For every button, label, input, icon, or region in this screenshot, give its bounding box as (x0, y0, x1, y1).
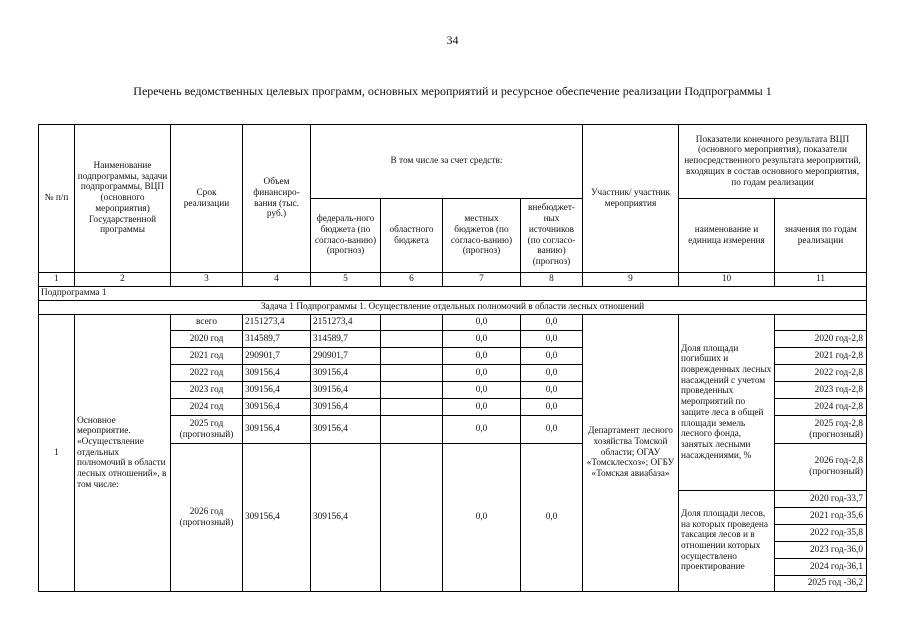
period-term: 2024 год (171, 399, 243, 416)
subprogram-label: Подпрограмма 1 (39, 287, 867, 301)
period-regional (381, 382, 443, 399)
indicator-name: Доля площади лесов, на которых проведена таксация лесов и в отношении которых осуществлено проектирование (679, 491, 775, 592)
column-number: 9 (583, 273, 679, 287)
period-regional (381, 348, 443, 365)
indicator-value: 2022 год-2,8 (775, 365, 867, 382)
header-term: Срок реализации (171, 125, 243, 273)
indicator-value: 2025 год-2,8 (прогнозный) (775, 416, 867, 444)
period-total: 309156,4 (243, 365, 311, 382)
period-extra: 0,0 (521, 444, 583, 592)
period-regional (381, 315, 443, 331)
period-extra: 0,0 (521, 331, 583, 348)
indicator-value: 2024 год-2,8 (775, 399, 867, 416)
page-title: Перечень ведомственных целевых программ, основных мероприятий и ресурсное обеспечение реализации Подпрограммы 1 (133, 84, 772, 98)
period-local: 0,0 (443, 331, 521, 348)
indicator-value: 2021 год-2,8 (775, 348, 867, 365)
period-extra: 0,0 (521, 382, 583, 399)
header-local: местных бюджетов (по согласо-ванию) (прогноз) (443, 199, 521, 273)
period-local: 0,0 (443, 382, 521, 399)
period-term: 2025 год (прогнозный) (171, 416, 243, 444)
column-numbers-row (39, 273, 867, 287)
indicator-value: 2023 год-2,8 (775, 382, 867, 399)
period-total: 309156,4 (243, 399, 311, 416)
task-label: Задача 1 Подпрограммы 1. Осуществление отдельных полномочий в области лесных отношений (39, 301, 867, 315)
indicator-value: 2020 год-2,8 (775, 331, 867, 348)
row-number: 1 (39, 315, 75, 592)
header-federal: федераль-ного бюджета (по согласо-ванию) (прогноз) (311, 199, 381, 273)
period-federal: 309156,4 (311, 382, 381, 399)
period-term: 2021 год (171, 348, 243, 365)
page-number: 34 (446, 33, 459, 47)
indicator-value: 2022 год-35,8 (775, 525, 866, 542)
row-participant: Департамент лесного хозяйства Томской области; ОГАУ «Томсклесхоз»; ОГБУ «Томская авиабаза» (583, 315, 679, 592)
column-number: 11 (775, 273, 867, 287)
indicator-value (775, 315, 867, 331)
column-number: 10 (679, 273, 775, 287)
indicator-value: 2023 год-36,0 (775, 542, 866, 559)
row-name: Основное мероприятие. «Осуществление отдельных полномочий в области лесных отношений», в том числе: (75, 315, 171, 592)
period-total: 290901,7 (243, 348, 311, 365)
period-local: 0,0 (443, 416, 521, 444)
indicator-value: 2021 год-35,6 (775, 508, 866, 525)
period-term: 2020 год (171, 331, 243, 348)
period-federal: 309156,4 (311, 365, 381, 382)
period-term: 2023 год (171, 382, 243, 399)
indicator-value: 2025 год -36,2 (807, 578, 863, 589)
column-number: 1 (39, 273, 75, 287)
period-federal: 314589,7 (311, 331, 381, 348)
column-number: 2 (75, 273, 171, 287)
period-term: всего (171, 315, 243, 331)
column-number: 4 (243, 273, 311, 287)
period-extra: 0,0 (521, 416, 583, 444)
column-number: 3 (171, 273, 243, 287)
period-federal: 2151273,4 (311, 315, 381, 331)
period-total: 309156,4 (243, 382, 311, 399)
header-indicator-values: значения по годам реализации (775, 199, 867, 273)
period-regional (381, 365, 443, 382)
period-local: 0,0 (443, 444, 521, 592)
period-extra: 0,0 (521, 348, 583, 365)
period-regional (381, 331, 443, 348)
header-extra: внебюджет-ных источников (по согласо-ванию) (прогноз) (521, 199, 583, 273)
period-local: 0,0 (443, 315, 521, 331)
indicator-value: 2024 год-36,1 (775, 559, 866, 576)
period-local: 0,0 (443, 365, 521, 382)
period-term: 2022 год (171, 365, 243, 382)
period-federal: 290901,7 (311, 348, 381, 365)
header-number: № п/п (39, 125, 75, 273)
header-participant: Участник/ участник мероприятия (583, 125, 679, 273)
header-funding-group: В том числе за счет средств: (311, 125, 583, 199)
period-regional (381, 399, 443, 416)
header-name: Наименование подпрограммы, задачи подпрограммы, ВЦП (основного мероприятия) Государственной программы (75, 125, 171, 273)
period-extra: 0,0 (521, 315, 583, 331)
indicator-value: 2020 год-33,7 (775, 491, 866, 508)
period-total: 309156,4 (243, 416, 311, 444)
period-term: 2026 год (прогнозный) (171, 444, 243, 592)
column-number: 7 (443, 273, 521, 287)
column-number: 8 (521, 273, 583, 287)
header-indicator-name: наименование и единица измерения (679, 199, 775, 273)
header-indicators-group: Показатели конечного результата ВЦП (основного мероприятия), показатели непосредственного результата мероприятий, входящих в состав основного мероприятия, по годам реализации (679, 125, 867, 199)
period-regional (381, 416, 443, 444)
indicator-name: Доля площади погибших и поврежденных лесных насаждений с учетом проведенных мероприятий по защите леса в общей площади земель лесного фонда, занятых лесными насаждениями, % (679, 315, 775, 491)
period-federal: 309156,4 (311, 416, 381, 444)
period-total: 309156,4 (243, 444, 311, 592)
header-volume: Объем финансиро-вания (тыс. руб.) (243, 125, 311, 273)
column-number: 6 (381, 273, 443, 287)
period-extra: 0,0 (521, 399, 583, 416)
period-total: 314589,7 (243, 331, 311, 348)
period-local: 0,0 (443, 399, 521, 416)
period-federal: 309156,4 (311, 399, 381, 416)
program-table (38, 124, 867, 592)
period-extra: 0,0 (521, 365, 583, 382)
column-number: 5 (311, 273, 381, 287)
period-total: 2151273,4 (243, 315, 311, 331)
header-regional: областного бюджета (381, 199, 443, 273)
period-federal: 309156,4 (311, 444, 381, 592)
period-regional (381, 444, 443, 592)
indicator-value: 2026 год-2,8 (прогнозный) (775, 444, 867, 491)
period-local: 0,0 (443, 348, 521, 365)
